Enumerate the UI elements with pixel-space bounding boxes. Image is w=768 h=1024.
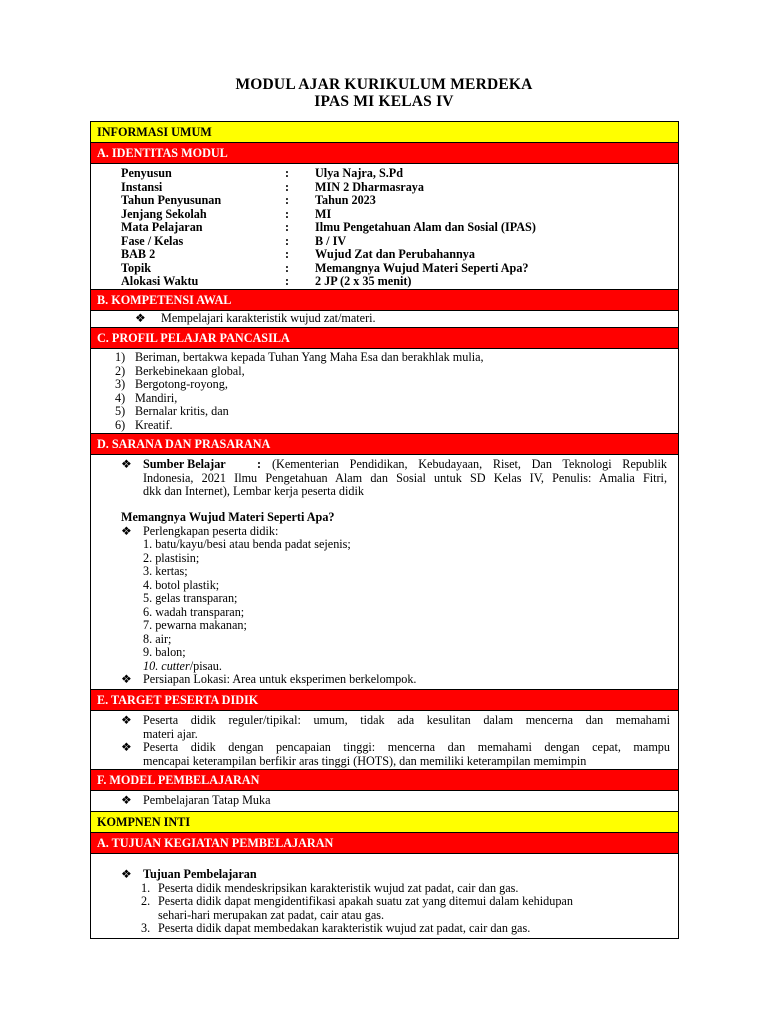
profil-pancasila-header: C. PROFIL PELAJAR PANCASILA — [91, 328, 678, 349]
sumber-belajar-label: Sumber Belajar — [143, 457, 226, 471]
tujuan-kegiatan-section — [91, 854, 678, 938]
profil-item-number: 4) — [115, 390, 126, 405]
sarana-item: 8. air; — [143, 631, 172, 646]
profil-item-number: 3) — [115, 377, 126, 391]
identitas-colon: : — [285, 220, 290, 234]
tujuan-subheading: Tujuan Pembelajaran — [143, 867, 257, 881]
tujuan-item-2-line2: sehari-hari merupakan zat padat, cair atau gas. — [158, 907, 385, 922]
identitas-modul-header: A. IDENTITAS MODUL — [91, 143, 678, 164]
identitas-label: Mata Pelajaran — [121, 220, 203, 234]
tujuan-item-1: Peserta didik mendeskripsikan karakteristik wujud zat padat, cair dan gas. — [158, 880, 519, 895]
document-subtitle: IPAS MI KELAS IV — [314, 93, 454, 110]
sumber-belajar-line3: dkk dan Internet), Lembar kerja peserta didik — [143, 484, 364, 498]
identitas-label: Fase / Kelas — [121, 233, 184, 248]
kompetensi-awal-section — [91, 311, 678, 328]
document-title: MODUL AJAR KURIKULUM MERDEKA — [235, 76, 533, 93]
identitas-label: Instansi — [121, 179, 163, 194]
sarana-item: 7. pewarna makanan; — [143, 618, 247, 632]
identitas-label: BAB 2 — [121, 247, 156, 261]
profil-item-number: 5) — [115, 404, 126, 418]
sarana-item: 5. gelas transparan; — [143, 591, 238, 605]
profil-item: Bernalar kritis, dan — [135, 404, 229, 418]
sarana-item: 3. kertas; — [143, 564, 188, 578]
profil-item-number: 1) — [115, 350, 126, 364]
sarana-item: 1. batu/kayu/besi atau benda padat sejenis; — [143, 537, 351, 551]
identitas-colon: : — [285, 179, 290, 194]
identitas-label: Topik — [121, 260, 152, 275]
identitas-value: MIN 2 Dharmasraya — [315, 179, 424, 194]
identitas-modul-section — [91, 164, 678, 290]
sarana-prasarana-header: D. SARANA DAN PRASARANA — [91, 434, 678, 455]
identitas-value: 2 JP (2 x 35 menit) — [315, 274, 412, 288]
diamond-bullet-icon: ❖ — [121, 523, 132, 538]
identitas-value: Wujud Zat dan Perubahannya — [315, 247, 475, 261]
identitas-value: Ilmu Pengetahuan Alam dan Sosial (IPAS) — [315, 220, 536, 234]
identitas-value: Memangnya Wujud Materi Seperti Apa? — [315, 260, 529, 275]
diamond-bullet-icon: ❖ — [121, 793, 132, 807]
model-pembelajaran-header: F. MODEL PEMBELAJARAN — [91, 770, 678, 791]
diamond-bullet-icon: ❖ — [121, 713, 132, 727]
identitas-value: MI — [315, 206, 332, 221]
identitas-value: B / IV — [315, 233, 347, 248]
sumber-belajar-colon: : — [257, 457, 262, 471]
kompetensi-awal-header: B. KOMPETENSI AWAL — [91, 290, 678, 311]
identitas-colon: : — [285, 233, 290, 248]
komponen-inti-header: KOMPNEN INTI — [91, 812, 678, 833]
identitas-colon: : — [285, 274, 290, 288]
profil-pancasila-section — [91, 349, 678, 434]
identitas-label: Tahun Penyusunan — [121, 193, 222, 207]
profil-item-number: 6) — [115, 417, 126, 432]
sarana-subtitle: Memangnya Wujud Materi Seperti Apa? — [121, 510, 335, 524]
tujuan-num-1: 1. — [141, 880, 151, 895]
identitas-colon: : — [285, 166, 290, 180]
identitas-colon: : — [285, 260, 290, 275]
tujuan-item-3: Peserta didik dapat membedakan karakteristik wujud zat padat, cair dan gas. — [158, 921, 531, 935]
kompetensi-item: Mempelajari karakteristik wujud zat/materi. — [161, 311, 376, 325]
target-item-2-line2: mencapai keterampilan berfikir aras tinggi (HOTS), dan memiliki keterampilan memimpin — [143, 753, 587, 768]
tujuan-kegiatan-header: A. TUJUAN KEGIATAN PEMBELAJARAN — [91, 833, 678, 854]
sumber-belajar-line2: Indonesia, 2021 Ilmu Pengetahuan Alam dan Sosial untuk SD Kelas IV, Penulis: Amalia Fitri, — [143, 470, 667, 485]
profil-item: Mandiri, — [135, 390, 178, 405]
tujuan-item-2-line1: Peserta didik dapat mengidentifikasi apakah suatu zat yang ditemui dalam kehidupan — [158, 894, 573, 908]
target-item-1-line2: materi ajar. — [143, 726, 198, 741]
target-item-2-line1: Peserta didik dengan pencapaian tinggi: mencerna dan memahami dengan cepat, mampu — [143, 740, 670, 754]
tujuan-num-3: 3. — [141, 921, 151, 935]
identitas-label: Penyusun — [121, 166, 172, 180]
diamond-bullet-icon: ❖ — [121, 740, 132, 754]
sarana-item: 4. botol plastik; — [143, 577, 220, 592]
target-peserta-section — [91, 711, 678, 770]
persiapan-lokasi: Persiapan Lokasi: Area untuk eksperimen berkelompok. — [143, 672, 417, 686]
informasi-umum-header: INFORMASI UMUM — [91, 122, 678, 143]
identitas-label: Alokasi Waktu — [121, 274, 199, 288]
profil-item: Berkebinekaan global, — [135, 363, 245, 378]
target-item-1-line1: Peserta didik reguler/tipikal: umum, tidak ada kesulitan dalam mencerna dan memahami — [143, 713, 670, 727]
module-table — [90, 121, 679, 939]
model-pembelajaran-section — [91, 791, 678, 812]
sarana-prasarana-section — [91, 455, 678, 690]
identitas-colon: : — [285, 206, 290, 221]
sarana-item: 9. balon; — [143, 645, 186, 659]
diamond-bullet-icon: ❖ — [121, 672, 132, 686]
sarana-item-10: 10. cutter/pisau. — [143, 658, 222, 673]
tujuan-num-2: 2. — [141, 894, 151, 908]
profil-item: Beriman, bertakwa kepada Tuhan Yang Maha Esa dan berakhlak mulia, — [135, 350, 484, 364]
perlengkapan-label: Perlengkapan peserta didik: — [143, 523, 279, 538]
identitas-value: Ulya Najra, S.Pd — [315, 166, 404, 180]
model-item: Pembelajaran Tatap Muka — [143, 793, 271, 807]
sumber-belajar-line1: (Kementerian Pendidikan, Kebudayaan, Riset, Dan Teknologi Republik — [272, 457, 667, 471]
target-peserta-header: E. TARGET PESERTA DIDIK — [91, 690, 678, 711]
identitas-value: Tahun 2023 — [315, 193, 376, 207]
identitas-colon: : — [285, 247, 290, 261]
diamond-bullet-icon: ❖ — [121, 457, 132, 471]
profil-item-number: 2) — [115, 363, 126, 378]
diamond-bullet-icon: ❖ — [135, 311, 146, 325]
identitas-label: Jenjang Sekolah — [121, 206, 207, 221]
identitas-colon: : — [285, 193, 290, 207]
sarana-item: 2. plastisin; — [143, 550, 200, 565]
sarana-item: 6. wadah transparan; — [143, 604, 245, 619]
profil-item: Kreatif. — [135, 417, 173, 432]
diamond-bullet-icon: ❖ — [121, 867, 132, 881]
profil-item: Bergotong-royong, — [135, 377, 228, 391]
